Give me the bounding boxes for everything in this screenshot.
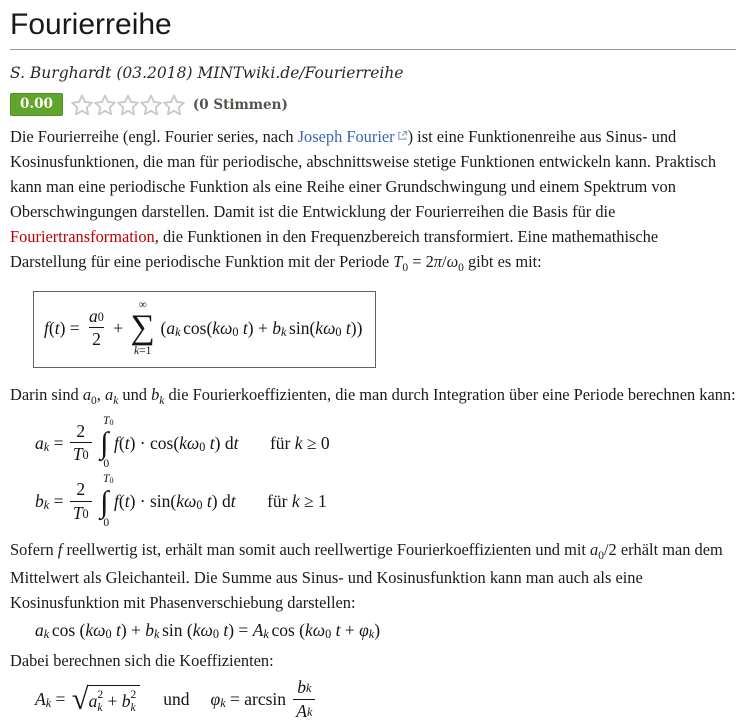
link-joseph-fourier[interactable] xyxy=(298,127,408,146)
body-text: und xyxy=(118,384,152,404)
page-title: Fourierreihe xyxy=(10,8,172,41)
body-text: Sofern xyxy=(10,540,58,559)
intro-text: Die Fourierreihe (engl. Fourier series, nach xyxy=(10,127,298,146)
body-text: Darin sind xyxy=(10,384,83,404)
fourier-series-formula: f ( t ) = a 0 2 + ∞ ∑ k =1 ( a k cos( kω 0 t ) + b k sin( kω 0 t )) xyxy=(44,299,363,357)
star-rating[interactable] xyxy=(71,94,185,115)
fourier-series-formula-box xyxy=(33,291,376,368)
inline-math-a0-half: $a_0/2$ xyxy=(590,540,617,562)
rating-score-badge: 0.00 xyxy=(10,93,63,116)
intro-text: gibt es mit: xyxy=(463,252,542,271)
coefficients-paragraph xyxy=(10,382,736,410)
inline-math-f: f xyxy=(57,540,63,559)
inline-math-a0: $a_0$ xyxy=(82,384,97,407)
body-text: , xyxy=(96,384,105,404)
star-icon[interactable] xyxy=(140,94,162,115)
inline-math-ak: $a_k$ xyxy=(104,384,119,407)
intro-text: , die Funktionen in den Frequenzbereich transformiert. Eine mathemathische Darstellung für eine periodische Funktion mit der Periode xyxy=(10,227,659,271)
byline: S. Burghardt (03.2018) MINTwiki.de/Fourierreihe xyxy=(10,64,404,82)
star-icon[interactable] xyxy=(71,94,93,115)
inline-math-period: $T_0 = 2\pi/\omega_0$ xyxy=(393,252,464,274)
body-text: erhält man dem Mittelwert als Gleichanteil. Die Summe aus Sinus- und Kosinusfunktion kann man auch als eine Kosinusfunktion mit Phasenverschiebung darstellen: xyxy=(10,540,723,612)
body-text: die Fourierkoeffizienten, die man durch Integration über eine Periode berechnen kann: xyxy=(164,384,736,404)
dabei-paragraph: Dabei berechnen sich die Koeffizienten: xyxy=(10,651,274,670)
phase-form-formula: a k cos ( kω 0 t ) + b k sin ( kω 0 t ) = A k cos ( kω 0 t + φ k ) xyxy=(35,620,381,642)
inline-math-bk: $b_k$ xyxy=(151,384,165,407)
realvalued-paragraph xyxy=(10,537,736,615)
link-label: Joseph Fourier xyxy=(297,127,395,146)
coefficient-a-formula: a k = 2 T 0 T 0 ∫ 0 f ( t ) · cos( kω 0 t ) d t für k ≥ 0 xyxy=(35,414,330,471)
star-icon[interactable] xyxy=(117,94,139,115)
link-fouriertransformation[interactable]: Fouriertransformation xyxy=(10,227,155,246)
star-icon[interactable] xyxy=(94,94,116,115)
coefficient-b-formula: b k = 2 T 0 T 0 ∫ 0 f ( t ) · sin( kω 0 t ) d t für k ≥ 1 xyxy=(35,473,327,529)
star-icon[interactable] xyxy=(163,94,185,115)
body-text: reellwertig ist, erhält man somit auch reellwertige Fourierkoeffizienten und mit xyxy=(62,540,591,559)
votes-count: (0 Stimmen) xyxy=(192,96,288,113)
title-rule xyxy=(10,49,736,50)
amplitude-phase-formula: A k = √ a 2 k + b 2 k und φ k = arcsin b k A k xyxy=(35,678,736,721)
external-link-icon xyxy=(397,126,408,145)
intro-paragraph xyxy=(10,123,736,277)
rating-widget xyxy=(10,93,736,116)
intro-text: ) ist eine Funktionenreihe aus Sinus- und Kosinusfunktionen, die man für periodische, abschnittsweise stetige Funktionen entwickeln kann. Praktisch kann man eine periodische Funktion als eine Reihe einer Grundschwingung und einem Spektrum von Oberschwingungen darstellen. Damit ist die Entwicklung der Fourierreihen die Basis für die xyxy=(10,127,717,221)
